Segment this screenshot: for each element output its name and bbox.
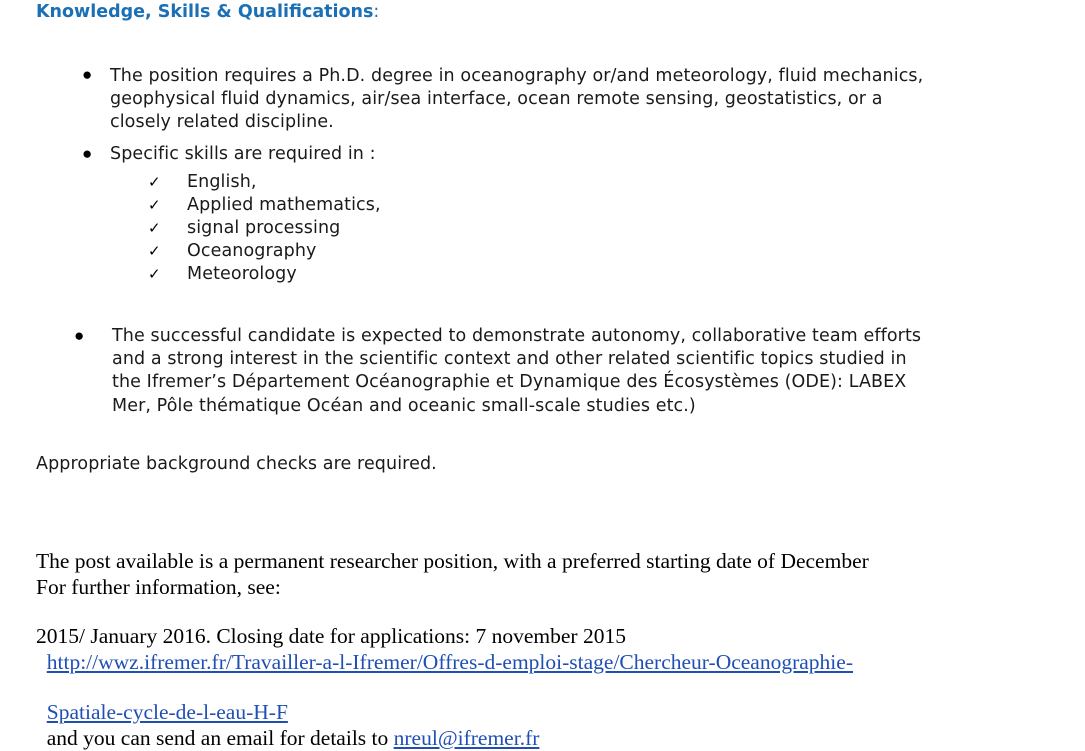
bullet-line: and a strong interest in the scientific context and other related scientific topics studied in (112, 349, 907, 370)
bullet-line: closely related discipline. (110, 112, 334, 133)
bullet-item-skills (110, 143, 376, 166)
bullet-item-candidate (112, 325, 921, 418)
contact-prefix: and you can send an email for details to (46, 726, 394, 750)
skill-label: Applied mathematics, (187, 195, 381, 215)
further-info-text: For further information, see: (36, 575, 281, 599)
bullet-line: the Ifremer’s Département Océanographie et Dynamique des Écosystèmes (ODE): LABEX (112, 372, 907, 393)
bullet-item-phd (110, 65, 923, 135)
email-link[interactable]: nreul@ifremer.fr (393, 726, 540, 750)
skill-label: Meteorology (187, 264, 297, 284)
bullet-dot: ● (82, 65, 93, 84)
bullet-line: The successful candidate is expected to demonstrate autonomy, collaborative team efforts (112, 326, 922, 346)
bullet-dot: ● (74, 326, 85, 345)
bullet-line: The position requires a Ph.D. degree in oceanography or/and meteorology, fluid mechanics, (110, 66, 924, 86)
skill-label: signal processing (187, 218, 341, 238)
check-icon: ✓ (148, 196, 161, 214)
bullet-line: Specific skills are required in : (110, 144, 376, 164)
check-icon: ✓ (148, 265, 161, 283)
bullet-line: geophysical fluid dynamics, air/sea interface, ocean remote sensing, geostatistics, or a (110, 89, 883, 110)
bullet-dot: ● (82, 144, 93, 163)
contact-line (36, 701, 539, 751)
section-heading-colon: : (373, 2, 380, 22)
bullet-line: Mer, Pôle thématique Océan and oceanic small-scale studies etc.) (112, 395, 696, 416)
post-info-line: The post available is a permanent researcher position, with a preferred starting date of December (36, 549, 869, 573)
post-info-line: 2015/ January 2016. Closing date for applications: 7 november 2015 (36, 624, 626, 648)
check-icon: ✓ (148, 173, 161, 191)
skill-label: Oceanography (187, 241, 317, 261)
section-heading (36, 2, 379, 22)
skill-label: English, (187, 172, 257, 192)
check-icon: ✓ (148, 242, 161, 260)
background-checks-text: Appropriate background checks are required. (36, 454, 437, 474)
job-offer-link-line[interactable]: Spatiale-cycle-de-l-eau-H-F (46, 700, 288, 724)
job-offer-link-line[interactable]: http://wwz.ifremer.fr/Travailler-a-l-Ifremer/Offres-d-emploi-stage/Chercheur-Oceanographie- (46, 650, 853, 674)
check-icon: ✓ (148, 219, 161, 237)
section-heading-title: Knowledge, Skills & Qualifications (36, 2, 374, 22)
